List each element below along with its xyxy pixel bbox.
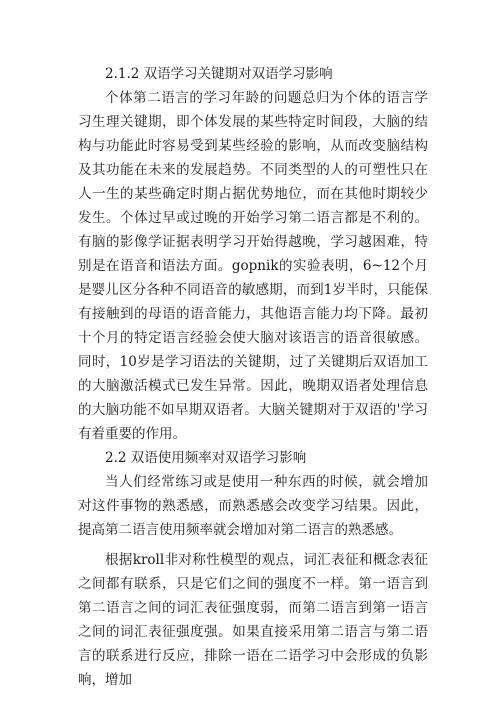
paragraph-usage-frequency: 当人们经常练习或是使用一种东西的时候，就会增加对这件事物的熟悉感，而熟悉感会改变学习结果。因此，提高第二语言使用频率就会增加对第二语言的熟悉感。	[78, 474, 428, 538]
section-heading-2-1-2: 2.1.2 双语学习关键期对双语学习影响	[105, 66, 333, 82]
section-heading-2-2: 2.2 双语使用频率对双语学习影响	[105, 450, 307, 466]
paragraph-critical-period: 个体第二语言的学习年龄的问题总归为个体的语言学习生理关键期，即个体发展的某些特定时间段，大脑的结构与功能此时容易受到某些经验的影响，从而改变脑结构及其功能在未来的发展趋势。不同类型的人的可塑性只在人一生的某些确定时期占据优势地位，而在其他时期较少发生。个体过早或过晚的开始学习第二语言都是不利的。有脑的影像学证据表明学习开始得越晚，学习越困难，特别是在语音和语法方面。gopnik的实验表明，6~12个月是婴儿区分各种不同语音的敏感期，而到1岁半时，只能保有接触到的母语的语音能力，其他语言能力均下降。最初十个月的特定语言经验会使大脑对该语言的语音很敏感。同时，10岁是学习语法的关键期，过了关键期后双语加工的大脑激活模式已发生异常。因此，晚期双语者处理信息的大脑功能不如早期双语者。大脑关键期对于双语的'学习有着重要的作用。	[78, 90, 428, 442]
paragraph-kroll-model: 根据kroll非对称性模型的观点，词汇表征和概念表征之间都有联系，只是它们之间的强度不一样。第一语言到第二语言之间的词汇表征强度弱，而第二语言到第一语言之间的词汇表征强度强。如果直接采用第二语言与第二语言的联系进行反应，排除一语在二语学习中会形成的负影响，增加	[78, 552, 428, 688]
document-page	[78, 62, 428, 692]
